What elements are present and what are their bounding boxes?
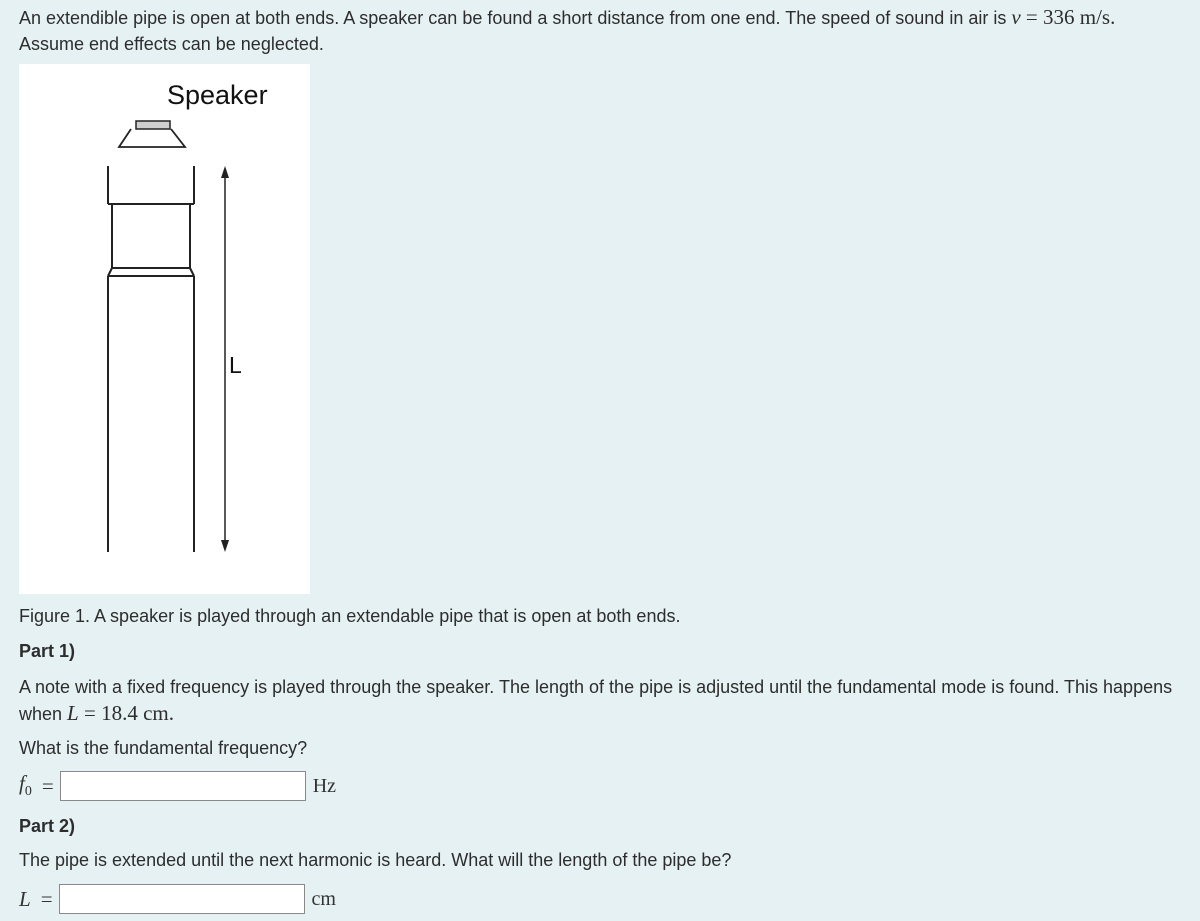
intro-text: An extendible pipe is open at both ends. A speaker can be found a short distance from one end. The speed of sound in air is — [19, 8, 1012, 28]
f0-symbol — [19, 771, 32, 800]
speaker-label: Speaker — [167, 80, 268, 110]
outer-tube — [108, 268, 194, 552]
length-variable: L — [67, 701, 79, 725]
pipe-diagram — [19, 64, 310, 594]
speed-variable: v — [1011, 5, 1021, 29]
inner-tube — [108, 166, 194, 268]
problem-statement — [19, 4, 1184, 57]
pipe-figure — [19, 64, 310, 594]
part1-question: What is the fundamental frequency? — [19, 738, 308, 758]
f0-symbol-subscript: 0 — [24, 784, 32, 800]
part2-answer-row — [19, 881, 336, 917]
intro-text-end: Assume end effects can be neglected. — [19, 34, 324, 54]
length-expression — [67, 701, 174, 725]
speaker-icon — [119, 121, 185, 147]
part1-text: A note with a fixed frequency is played through the speaker. The length of the pipe is adjusted until the fundamental mode is found. This happens when — [19, 677, 1173, 724]
f0-answer-input[interactable] — [60, 771, 306, 801]
f0-equals: = — [41, 773, 54, 798]
length-equals: = — [40, 886, 53, 911]
figure-caption: Figure 1. A speaker is played through an extendable pipe that is open at both ends. — [19, 606, 681, 626]
length-value: = 18.4 cm. — [78, 701, 174, 725]
part1-statement — [19, 674, 1179, 727]
speed-expression — [1011, 5, 1115, 29]
length-symbol: L — [19, 886, 31, 911]
speed-value: = 336 m/s. — [1020, 5, 1116, 29]
length-unit: cm — [311, 887, 336, 910]
f0-unit: Hz — [312, 774, 337, 797]
length-answer-input[interactable] — [59, 884, 305, 914]
part2-question: The pipe is extended until the next harmonic is heard. What will the length of the pipe be? — [19, 850, 732, 870]
length-label: L — [229, 352, 242, 378]
part1-answer-row — [19, 768, 336, 804]
length-arrow — [221, 166, 229, 552]
part1-title: Part 1) — [19, 641, 76, 661]
part2-title: Part 2) — [19, 816, 76, 836]
f0-symbol-letter: f — [19, 771, 25, 796]
